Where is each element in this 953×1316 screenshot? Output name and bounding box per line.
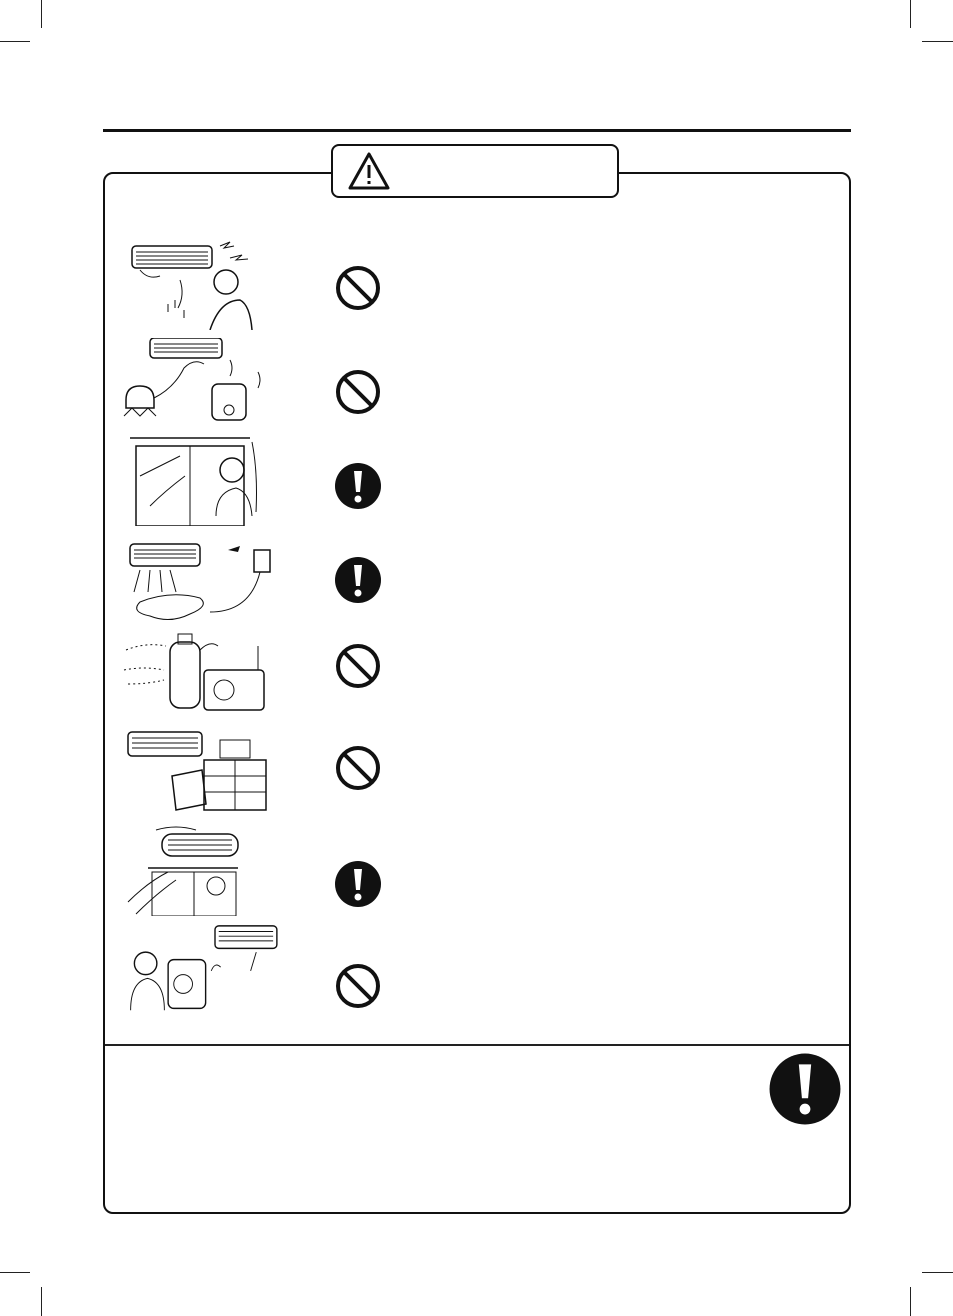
header-rule [103,129,851,132]
prohibition-icon [334,744,382,792]
warning-title-box [331,144,619,198]
crop-mark [922,41,953,42]
illustration-heat-source-icon [120,338,280,428]
crop-mark [910,0,911,28]
section-divider [105,1044,849,1046]
prohibition-icon [334,962,382,1010]
prohibition-icon [334,642,382,690]
mandatory-icon [334,860,382,908]
mandatory-icon [334,462,382,510]
illustration-gas-cylinder-icon [120,630,280,720]
illustration-open-window-icon [120,436,280,526]
crop-mark [41,1287,42,1316]
illustration-unplug-icon [120,542,280,632]
prohibition-icon [334,264,382,312]
crop-mark [0,1272,30,1273]
illustration-children-icon [120,924,280,1014]
crop-mark [0,41,30,42]
crop-mark [41,0,42,28]
illustration-ventilation-icon [120,826,280,916]
illustration-wet-hands-icon [120,240,280,330]
mandatory-icon [334,556,382,604]
mandatory-icon [768,1052,842,1126]
crop-mark [910,1287,911,1316]
crop-mark [922,1272,953,1273]
warning-triangle-icon [347,151,391,191]
illustration-furniture-icon [120,730,280,820]
prohibition-icon [334,368,382,416]
